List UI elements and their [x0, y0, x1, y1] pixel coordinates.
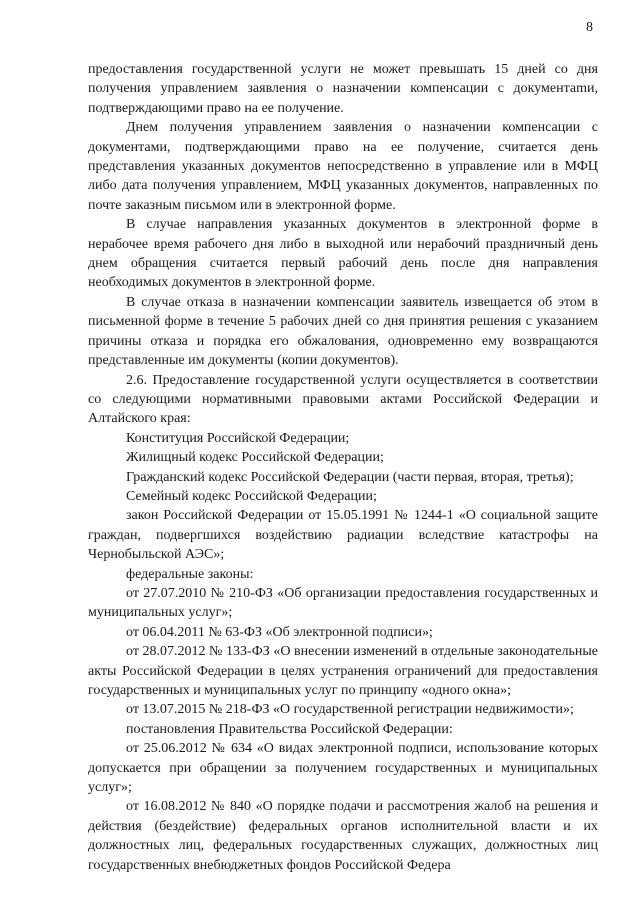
- paragraph: В случае отказа в назначении компенсации заявитель извещается об этом в письменной форме в течение 5 рабочих дней со дня принятия решения с указанием причины отказа и порядка его обжалования, одновременно ему возвращаются представленные им документы (копии документов).: [88, 294, 598, 369]
- paragraph: 2.6. Предоставление государственной услуги осуществляется в соответствии со следующими нормативными правовыми актами Российской Федерации и Алтайского края:: [88, 372, 598, 427]
- paragraph: Семейный кодекс Российской Федерации;: [126, 488, 377, 504]
- paragraph: от 13.07.2015 № 218-ФЗ «О государственной регистрации недвижимости»;: [126, 702, 574, 718]
- paragraph: от 16.08.2012 № 840 «О порядке подачи и рассмотрения жалоб на решения и действия (бездействие) федеральных органов исполнительной власти и их должностных лиц, федеральных государственных служащих, должностных лиц государственных внебюджетных фондов Российской Федера: [88, 799, 598, 873]
- page-number: 8: [586, 20, 593, 35]
- document-body: [88, 60, 598, 875]
- paragraph: от 25.06.2012 № 634 «О видах электронной подписи, использование которых допускается при обращении за получением государственных и муниципальных услуг»;: [88, 741, 598, 796]
- paragraph: Конституция Российской Федерации;: [126, 430, 350, 446]
- paragraph: Днем получения управлением заявления о назначении компенсации с документами, подтверждающими право на ее получение, считается день представления указанных документов непосредственно в управление или в МФЦ либо дата получения управлением, МФЦ указанных документов, направленных по почте заказным письмом или в электронной форме.: [88, 120, 598, 213]
- paragraph: закон Российской Федерации от 15.05.1991 № 1244-1 «О социальной защите граждан, подвергшихся воздействию радиации вследствие катастрофы на Чернобыльской АЭС»;: [88, 508, 598, 563]
- paragraph: федеральные законы:: [126, 566, 254, 582]
- paragraph: В случае направления указанных документов в электронной форме в нерабочее время рабочего дня либо в выходной или нерабочий праздничный день днем обращения считается первый рабочий день после дня направления необходимых документов в электронной форме.: [88, 217, 598, 291]
- paragraph: от 28.07.2012 № 133-ФЗ «О внесении изменений в отдельные законодательные акты Российской Федерации в целях устранения ограничений для предоставления государственных и муниципальных услуг по принципу «одного окна»;: [88, 644, 598, 698]
- paragraph: предоставления государственной услуги не может превышать 15 дней со дня получения управлением заявления о назначении компенсации с документаmи, подтверждающими право на ее получение.: [88, 62, 598, 116]
- paragraph: от 27.07.2010 № 210-ФЗ «Об организации предоставления государственных и муниципальных услуг»;: [88, 585, 598, 621]
- paragraph: Гражданский кодекс Российской Федерации (части первая, вторая, третья);: [126, 469, 574, 485]
- paragraph: Жилищный кодекс Российской Федерации;: [126, 450, 384, 466]
- paragraph: от 06.04.2011 № 63-ФЗ «Об электронной подписи»;: [126, 624, 433, 640]
- paragraph: постановления Правительства Российской Федерации:: [126, 721, 453, 737]
